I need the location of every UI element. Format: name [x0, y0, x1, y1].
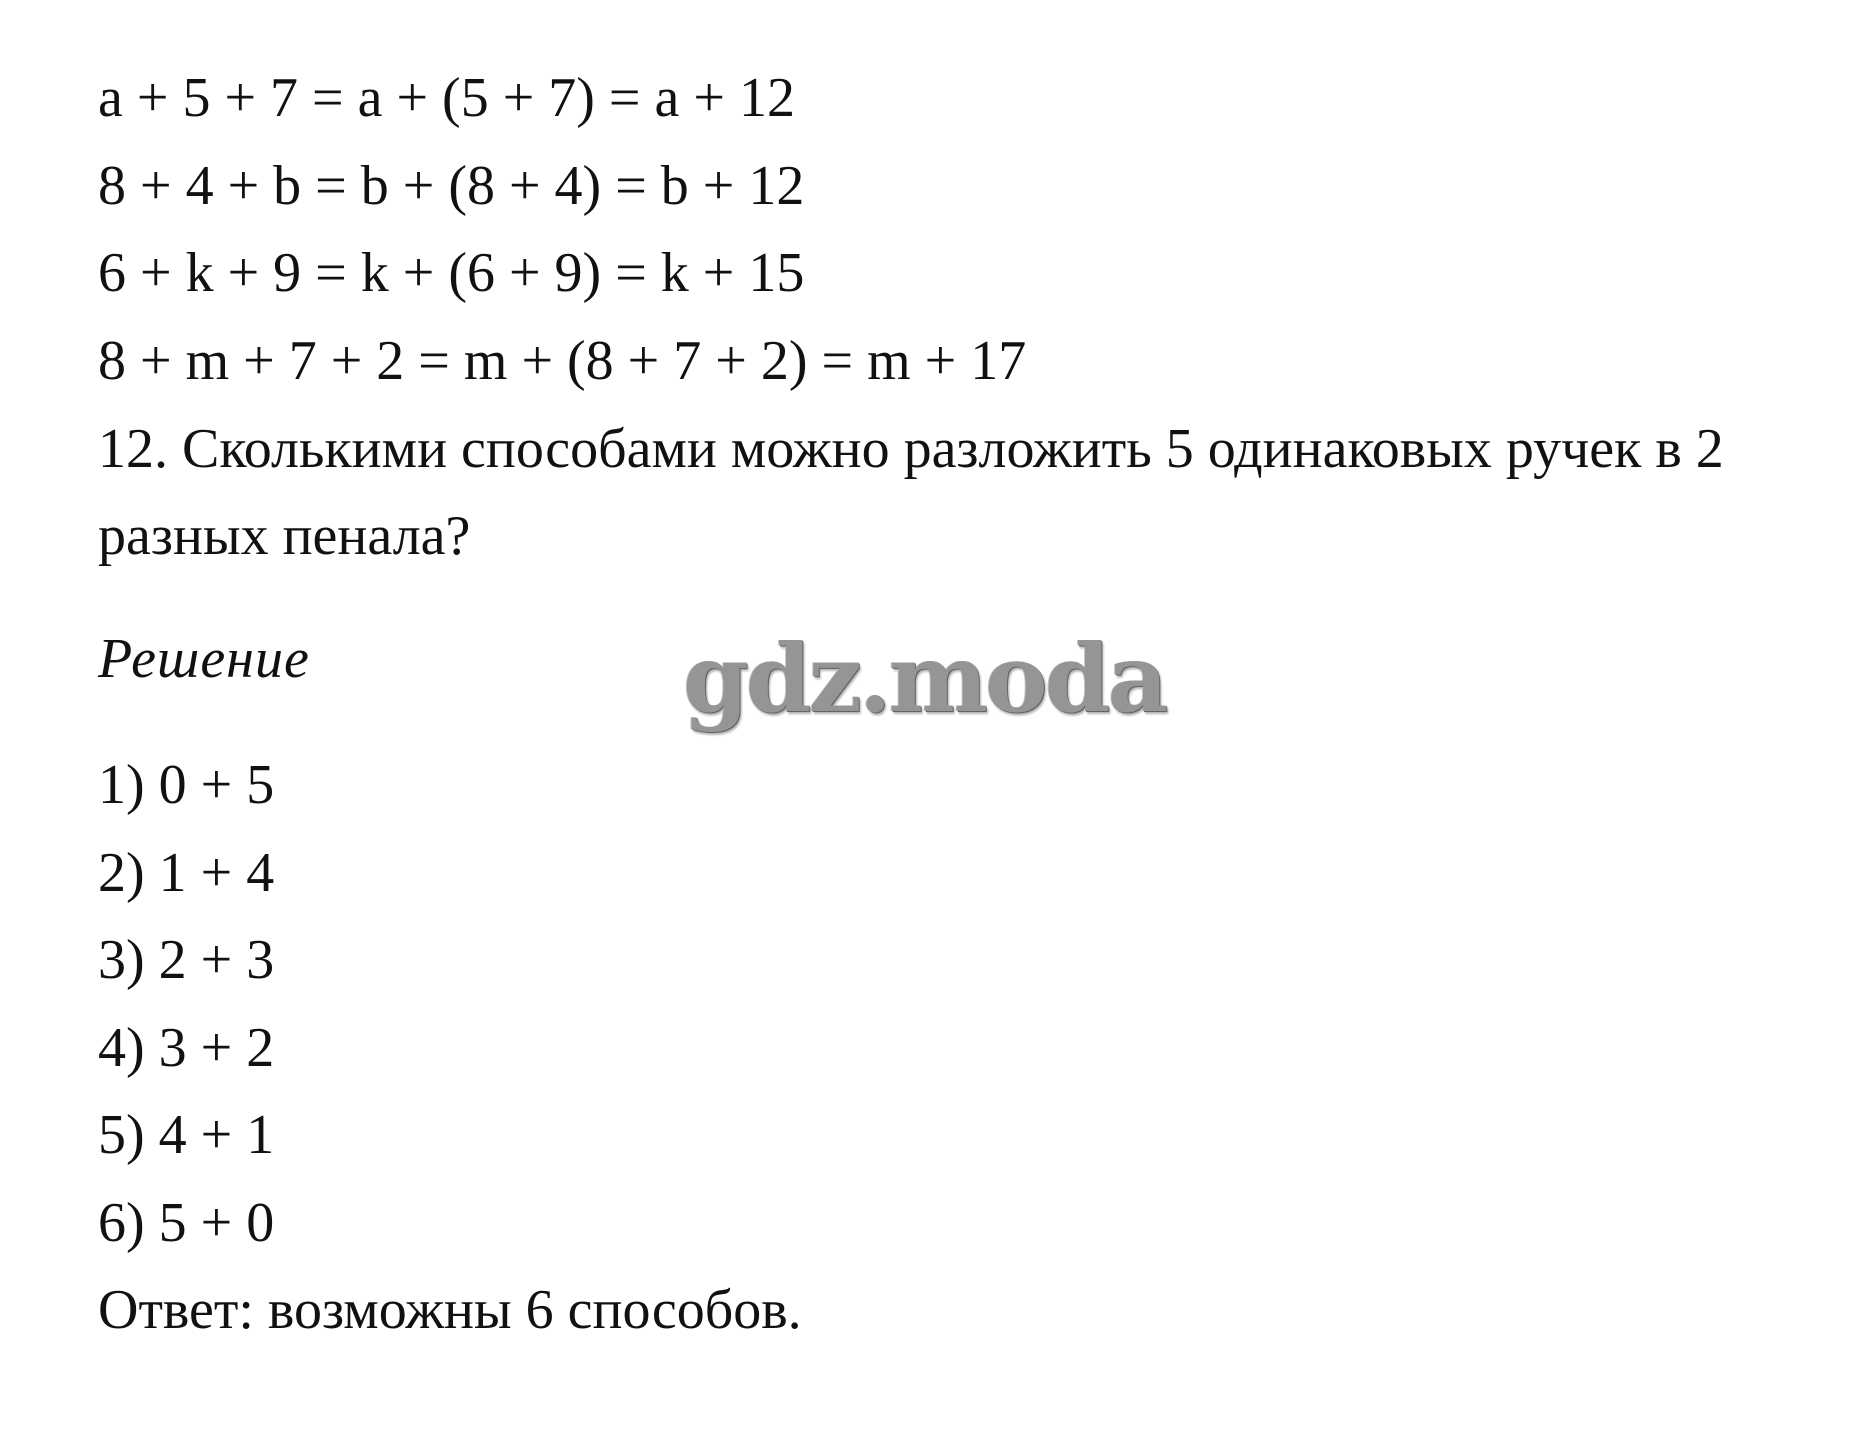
solution-step: 5) 4 + 1: [98, 1104, 275, 1166]
problem-statement-line: 12. Сколькими способами можно разложить 5 одинаковых ручек в 2: [98, 418, 1724, 480]
solution-step: 3) 2 + 3: [98, 929, 275, 991]
solution-heading: Решение: [98, 628, 310, 690]
solution-step: 2) 1 + 4: [98, 842, 275, 904]
watermark-logo: gdz.moda: [683, 624, 1166, 734]
solution-step: 6) 5 + 0: [98, 1192, 275, 1254]
equation-line: a + 5 + 7 = a + (5 + 7) = a + 12: [98, 67, 795, 129]
equation-line: 6 + k + 9 = k + (6 + 9) = k + 15: [98, 242, 805, 304]
equation-line: 8 + m + 7 + 2 = m + (8 + 7 + 2) = m + 17: [98, 330, 1027, 392]
solution-step: 4) 3 + 2: [98, 1017, 275, 1079]
problem-statement-line: разных пенала?: [98, 505, 471, 567]
solution-step: 1) 0 + 5: [98, 754, 275, 816]
answer-text: Ответ: возможны 6 способов.: [98, 1279, 802, 1341]
equation-line: 8 + 4 + b = b + (8 + 4) = b + 12: [98, 155, 805, 217]
